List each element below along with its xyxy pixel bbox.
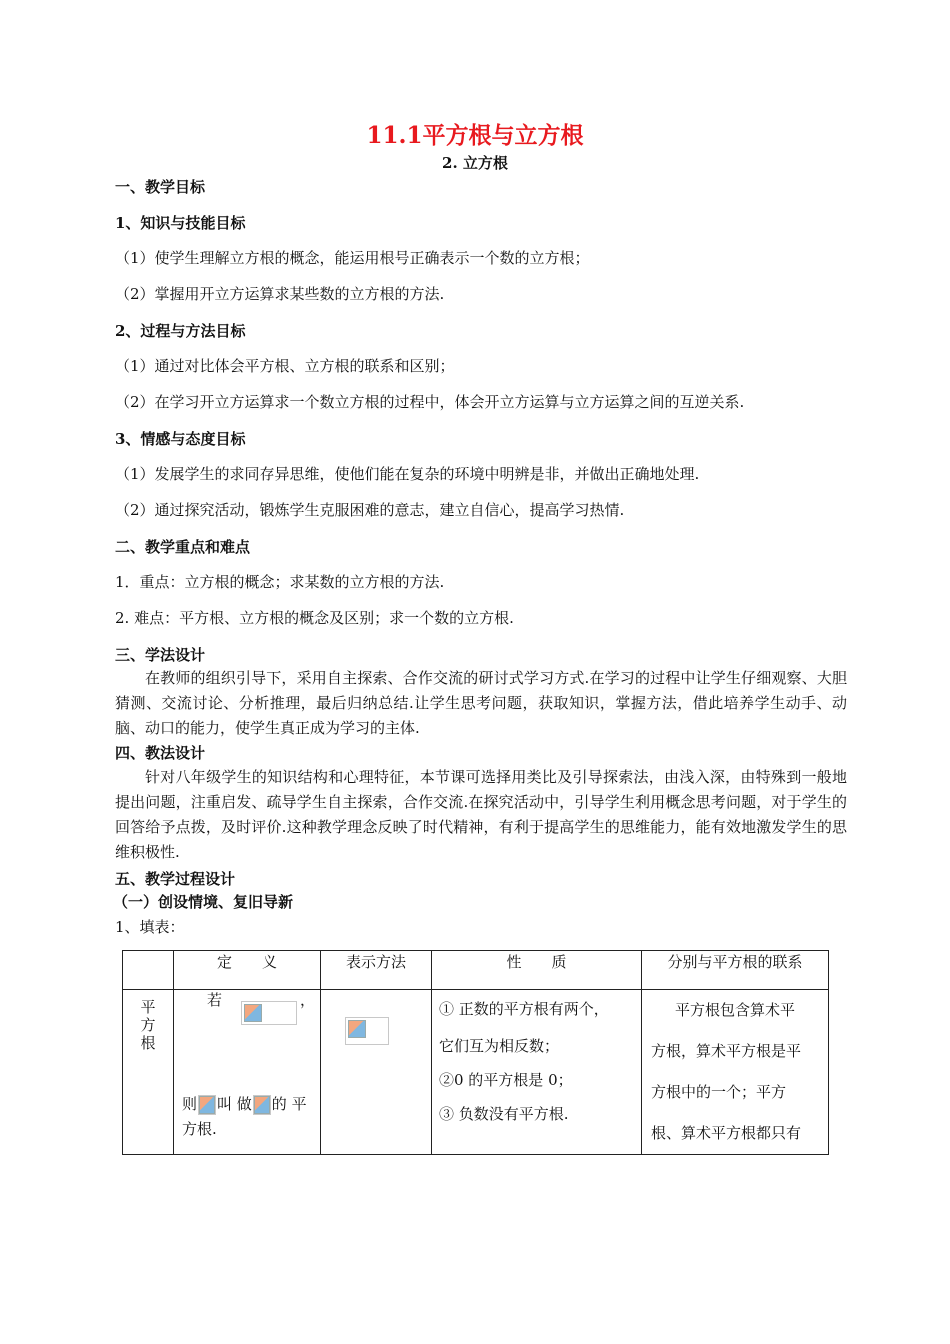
row-label: 平方根 bbox=[140, 998, 156, 1052]
definition-text: 叫 做 bbox=[217, 1095, 252, 1113]
table-header-cell bbox=[123, 951, 174, 990]
section-heading: 四、教法设计 bbox=[115, 744, 206, 762]
list-item: 1．重点：立方根的概念；求某数的立方根的方法. bbox=[115, 573, 445, 591]
section-heading: 二、教学重点和难点 bbox=[115, 538, 251, 556]
property-line: ②0 的平方根是 0； bbox=[439, 1071, 573, 1089]
list-item: （1）使学生理解立方根的概念，能运用根号正确表示一个数的立方根； bbox=[115, 249, 590, 267]
subsection-heading: 3、情感与态度目标 bbox=[115, 430, 246, 448]
paragraph: 1、填表： bbox=[115, 918, 185, 936]
relation-line: 方根中的一个；平方 bbox=[651, 1083, 787, 1101]
table-header-cell: 表示方法 bbox=[321, 951, 432, 990]
list-item: （2）掌握用开立方运算求某些数的立方根的方法. bbox=[115, 285, 445, 303]
table-row bbox=[123, 990, 829, 1155]
property-line: ① 正数的平方根有两个， bbox=[439, 1000, 609, 1018]
document-title: 11.1平方根与立方根 bbox=[366, 122, 584, 149]
section-heading: 一、教学目标 bbox=[115, 178, 206, 196]
definition-text: ， bbox=[300, 991, 316, 1009]
row-label-cell bbox=[123, 990, 174, 1155]
property-cell bbox=[432, 990, 642, 1155]
formula-image-icon bbox=[241, 1001, 297, 1025]
definition-text: 则 bbox=[182, 1095, 198, 1113]
list-item: 2. 难点：平方根、立方根的概念及区别；求一个数的立方根. bbox=[115, 609, 514, 627]
relation-cell bbox=[642, 990, 829, 1155]
table-header-row bbox=[123, 951, 829, 990]
property-line: 它们互为相反数； bbox=[439, 1037, 560, 1055]
list-item: （1）发展学生的求同存异思维，使他们能在复杂的环境中明辨是非，并做出正确地处理. bbox=[115, 465, 700, 483]
subsection-heading: （一）创设情境、复旧导新 bbox=[113, 893, 294, 911]
subsection-heading: 2、过程与方法目标 bbox=[115, 322, 246, 340]
comparison-table bbox=[122, 950, 829, 1155]
list-item: （2）在学习开立方运算求一个数立方根的过程中，体会开立方运算与立方运算之间的互逆关系. bbox=[115, 393, 745, 411]
table-header-cell: 定 义 bbox=[174, 951, 321, 990]
subsection-heading: 1、知识与技能目标 bbox=[115, 214, 246, 232]
property-line: ③ 负数没有平方根. bbox=[439, 1105, 569, 1123]
notation-cell bbox=[321, 990, 432, 1155]
section-heading: 三、学法设计 bbox=[115, 646, 206, 664]
document-subtitle: 2. 立方根 bbox=[442, 154, 508, 172]
definition-cell bbox=[174, 990, 321, 1155]
paragraph: 在教师的组织引导下，采用自主探索、合作交流的研讨式学习方式.在学习的过程中让学生仔细观察、大胆猜测、交流讨论、分析推理，最后归纳总结.让学生思考问题，获取知识，掌握方法，借此培养学生动手、动脑、动口的能力，使学生真正成为学习的主体. bbox=[115, 669, 847, 737]
definition-text: 方根. bbox=[182, 1120, 217, 1138]
paragraph: 针对八年级学生的知识结构和心理特征，本节课可选择用类比及引导探索法，由浅入深，由特殊到一般地提出问题，注重启发、疏导学生自主探索，合作交流.在探究活动中，引导学生利用概念思考问题，对于学生的回答给予点拨，及时评价.这种教学理念反映了时代精神，有利于提高学生的思维能力，能有效地激发学生的思维积极性. bbox=[115, 768, 847, 861]
relation-line: 方根，算术平方根是平 bbox=[651, 1042, 802, 1060]
formula-image-icon bbox=[345, 1017, 389, 1045]
table-header-cell: 性 质 bbox=[432, 951, 642, 990]
list-item: （1）通过对比体会平方根、立方根的联系和区别； bbox=[115, 357, 455, 375]
section-heading: 五、教学过程设计 bbox=[115, 870, 236, 888]
definition-text: 的 平 bbox=[271, 1095, 307, 1113]
relation-line: 根、算术平方根都只有 bbox=[651, 1124, 802, 1142]
formula-image-icon bbox=[253, 1095, 271, 1115]
relation-line: 平方根包含算术平 bbox=[675, 1001, 796, 1019]
definition-text: 若 bbox=[207, 991, 223, 1009]
list-item: （2）通过探究活动，锻炼学生克服困难的意志，建立自信心，提高学习热情. bbox=[115, 501, 625, 519]
formula-image-icon bbox=[198, 1095, 216, 1115]
table-header-cell: 分别与平方根的联系 bbox=[642, 951, 829, 990]
